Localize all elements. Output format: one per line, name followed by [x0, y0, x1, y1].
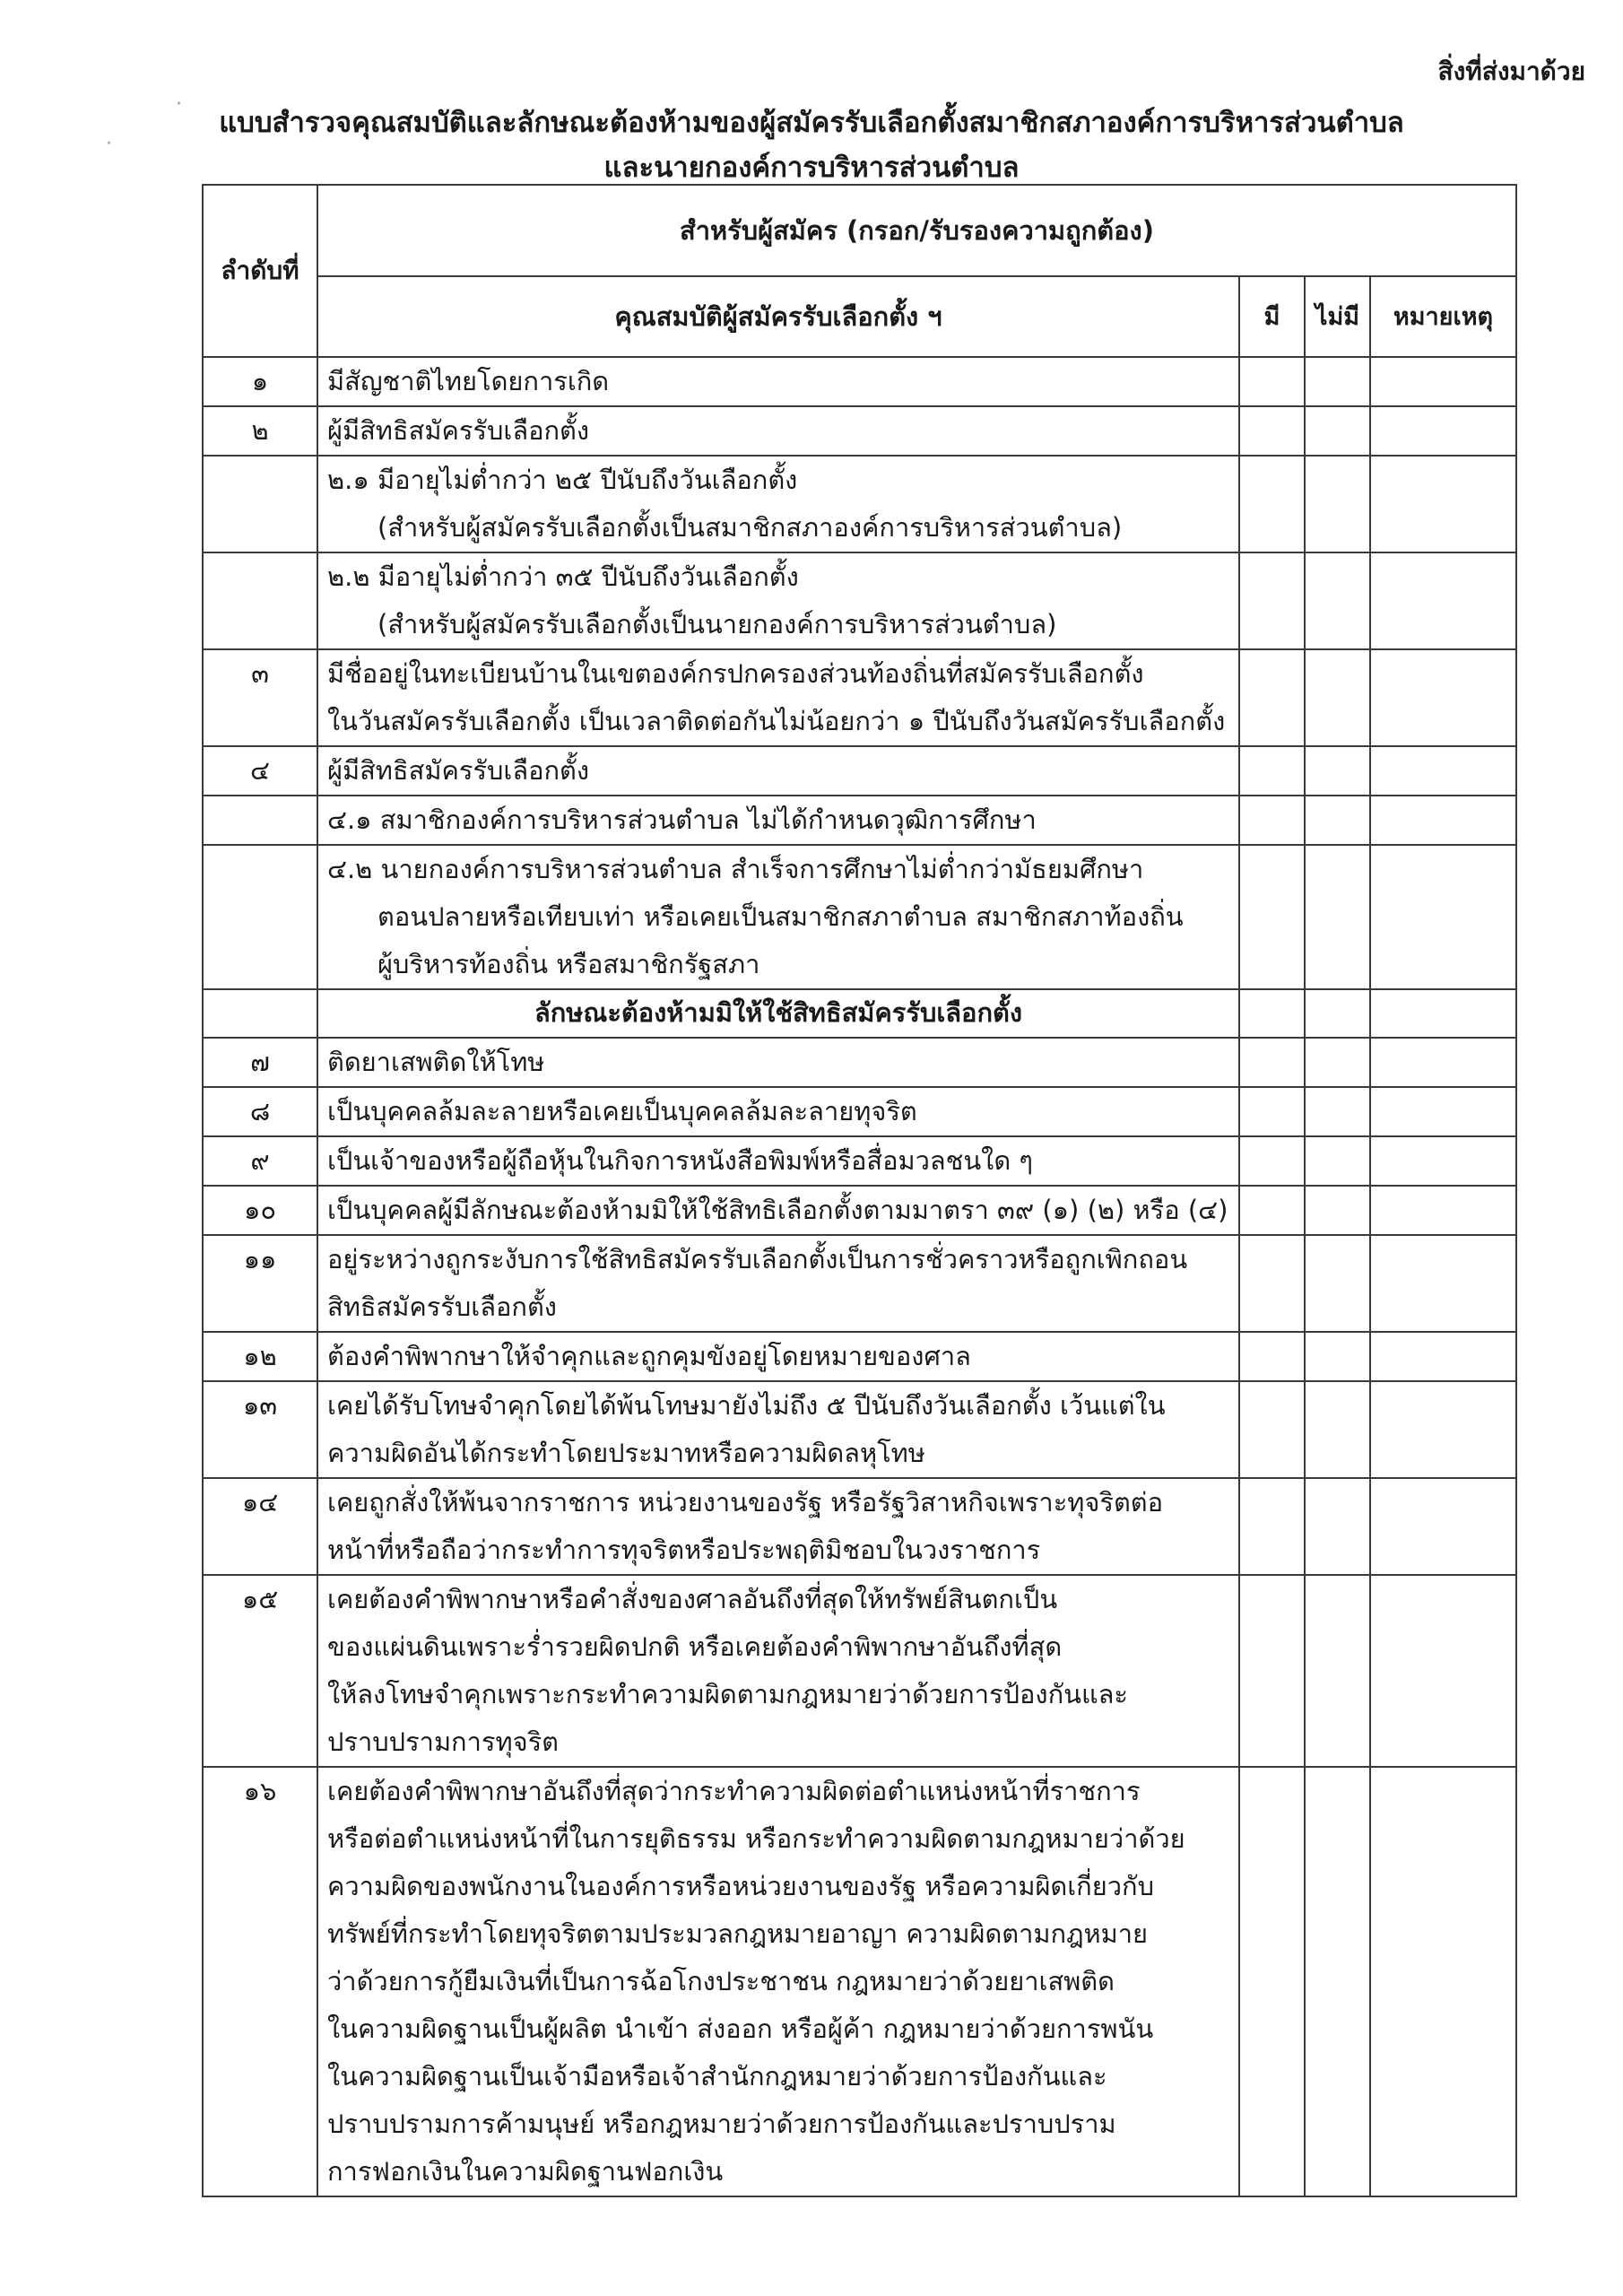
section-spacer	[203, 989, 317, 1038]
yes-cell[interactable]	[1239, 1575, 1305, 1767]
description-line: ความผิดอันได้กระทำโดยประมาทหรือความผิดลหุโทษ	[327, 1438, 925, 1468]
remark-cell[interactable]	[1370, 845, 1516, 989]
table-row	[203, 1136, 1516, 1186]
description-line: ต้องคำพิพากษาให้จำคุกและถูกคุมขังอยู่โดยหมายของศาล	[327, 1341, 971, 1371]
table-row	[203, 746, 1516, 796]
remark-cell[interactable]	[1370, 406, 1516, 456]
no-cell[interactable]	[1305, 456, 1370, 552]
description-line: สิทธิสมัครรับเลือกตั้ง	[327, 1292, 557, 1322]
row-number: ๑๐	[203, 1186, 317, 1235]
row-number	[203, 552, 317, 649]
scan-mark: ·	[176, 93, 182, 116]
remark-cell[interactable]	[1370, 1136, 1516, 1186]
table-row	[203, 1087, 1516, 1136]
remark-cell[interactable]	[1370, 1235, 1516, 1332]
row-number: ๑	[203, 357, 317, 406]
remark-cell[interactable]	[1370, 1478, 1516, 1575]
qualification-table	[202, 184, 1517, 2197]
remark-cell[interactable]	[1370, 1332, 1516, 1381]
table-row	[203, 1381, 1516, 1478]
description-line: ผู้บริหารท้องถิ่น หรือสมาชิกรัฐสภา	[378, 949, 760, 979]
no-cell[interactable]	[1305, 649, 1370, 746]
description-line: เป็นเจ้าของหรือผู้ถือหุ้นในกิจการหนังสือพิมพ์หรือสื่อมวลชนใด ๆ	[327, 1145, 1033, 1176]
description-line: (สำหรับผู้สมัครรับเลือกตั้งเป็นนายกองค์การบริหารส่วนตำบล)	[378, 609, 1057, 639]
row-number	[203, 845, 317, 989]
row-number: ๔	[203, 746, 317, 796]
description-line: เคยถูกสั่งให้พ้นจากราชการ หน่วยงานของรัฐ หรือรัฐวิสาหกิจเพราะทุจริตต่อ	[327, 1487, 1164, 1518]
header-qualification: คุณสมบัติผู้สมัครรับเลือกตั้ง ฯ	[317, 276, 1239, 357]
row-description	[317, 456, 1239, 552]
table-row	[203, 1038, 1516, 1087]
row-description	[317, 1575, 1239, 1767]
no-cell[interactable]	[1305, 1575, 1370, 1767]
row-description	[317, 1186, 1239, 1235]
no-cell[interactable]	[1305, 357, 1370, 406]
description-line: เคยได้รับโทษจำคุกโดยได้พ้นโทษมายังไม่ถึง ๕ ปีนับถึงวันเลือกตั้ง เว้นแต่ใน	[327, 1390, 1166, 1421]
description-line: ในความผิดฐานเป็นผู้ผลิต นำเข้า ส่งออก หรือผู้ค้า กฎหมายว่าด้วยการพนัน	[327, 2013, 1154, 2044]
yes-cell[interactable]	[1239, 357, 1305, 406]
yes-cell[interactable]	[1239, 649, 1305, 746]
description-line: ปราบปรามการค้ามนุษย์ หรือกฎหมายว่าด้วยการป้องกันและปราบปราม	[327, 2109, 1116, 2139]
row-number: ๘	[203, 1087, 317, 1136]
row-number: ๙	[203, 1136, 317, 1186]
yes-cell[interactable]	[1239, 1136, 1305, 1186]
table-row	[203, 1575, 1516, 1767]
no-cell[interactable]	[1305, 1767, 1370, 2196]
description-line: (สำหรับผู้สมัครรับเลือกตั้งเป็นสมาชิกสภาองค์การบริหารส่วนตำบล)	[378, 512, 1123, 543]
row-number: ๑๖	[203, 1767, 317, 2196]
row-description	[317, 845, 1239, 989]
qualification-rows	[203, 357, 1516, 989]
row-description	[317, 1381, 1239, 1478]
remark-cell[interactable]	[1370, 456, 1516, 552]
table-row	[203, 552, 1516, 649]
header-yes: มี	[1239, 276, 1305, 357]
description-line: ของแผ่นดินเพราะร่ำรวยผิดปกติ หรือเคยต้องคำพิพากษาอันถึงที่สุด	[327, 1631, 1063, 1662]
row-number: ๒	[203, 406, 317, 456]
table-row	[203, 649, 1516, 746]
header-applicant-group: สำหรับผู้สมัคร (กรอก/รับรองความถูกต้อง)	[317, 185, 1516, 276]
row-number	[203, 456, 317, 552]
description-line: ว่าด้วยการกู้ยืมเงินที่เป็นการฉ้อโกงประชาชน กฎหมายว่าด้วยยาเสพติด	[327, 1966, 1115, 1996]
no-cell[interactable]	[1305, 1087, 1370, 1136]
yes-cell[interactable]	[1239, 1478, 1305, 1575]
no-cell[interactable]	[1305, 796, 1370, 845]
yes-cell[interactable]	[1239, 456, 1305, 552]
remark-cell[interactable]	[1370, 796, 1516, 845]
row-number: ๑๓	[203, 1381, 317, 1478]
description-line: ตอนปลายหรือเทียบเท่า หรือเคยเป็นสมาชิกสภาตำบล สมาชิกสภาท้องถิ่น	[378, 901, 1184, 932]
remark-cell[interactable]	[1370, 649, 1516, 746]
header-no: ไม่มี	[1305, 276, 1370, 357]
no-cell[interactable]	[1305, 406, 1370, 456]
row-description	[317, 1087, 1239, 1136]
row-description	[317, 1478, 1239, 1575]
description-line: ๔.๑ สมาชิกองค์การบริหารส่วนตำบล ไม่ได้กำหนดวุฒิการศึกษา	[327, 804, 1037, 835]
yes-cell[interactable]	[1239, 406, 1305, 456]
yes-cell[interactable]	[1239, 552, 1305, 649]
remark-cell[interactable]	[1370, 1087, 1516, 1136]
remark-cell[interactable]	[1370, 989, 1516, 1038]
row-number: ๓	[203, 649, 317, 746]
description-line: หรือต่อตำแหน่งหน้าที่ในการยุติธรรม หรือกระทำความผิดตามกฎหมายว่าด้วย	[327, 1823, 1185, 1854]
no-cell[interactable]	[1305, 746, 1370, 796]
description-line: ความผิดของพนักงานในองค์การหรือหน่วยงานของรัฐ หรือความผิดเกี่ยวกับ	[327, 1871, 1154, 1901]
no-cell[interactable]	[1305, 1478, 1370, 1575]
row-number	[203, 796, 317, 845]
no-cell[interactable]	[1305, 1038, 1370, 1087]
scan-mark: ·	[106, 133, 112, 155]
table-row	[203, 357, 1516, 406]
description-line: ทรัพย์ที่กระทำโดยทุจริตตามประมวลกฎหมายอาญา ความผิดตามกฎหมาย	[327, 1918, 1149, 1949]
form-title-line: และนายกองค์การบริหารส่วนตำบล	[603, 152, 1020, 184]
row-number: ๑๑	[203, 1235, 317, 1332]
row-description	[317, 1767, 1239, 2196]
yes-cell[interactable]	[1239, 746, 1305, 796]
description-line: ให้ลงโทษจำคุกเพราะกระทำความผิดตามกฎหมายว่าด้วยการป้องกันและ	[327, 1679, 1129, 1709]
no-cell[interactable]	[1305, 989, 1370, 1038]
row-description	[317, 1235, 1239, 1332]
table-row	[203, 1478, 1516, 1575]
row-description	[317, 406, 1239, 456]
description-line: ในความผิดฐานเป็นเจ้ามือหรือเจ้าสำนักกฎหมายว่าด้วยการป้องกันและ	[327, 2061, 1107, 2092]
description-line: อยู่ระหว่างถูกระงับการใช้สิทธิสมัครรับเลือกตั้งเป็นการชั่วคราวหรือถูกเพิกถอน	[327, 1244, 1188, 1274]
description-line: มีชื่ออยู่ในทะเบียนบ้านในเขตองค์กรปกครองส่วนท้องถิ่นที่สมัครรับเลือกตั้ง	[327, 658, 1144, 689]
remark-cell[interactable]	[1370, 1186, 1516, 1235]
table-row	[203, 845, 1516, 989]
no-cell[interactable]	[1305, 1332, 1370, 1381]
no-cell[interactable]	[1305, 1136, 1370, 1186]
no-cell[interactable]	[1305, 1235, 1370, 1332]
prohibition-rows	[203, 1038, 1516, 2196]
yes-cell[interactable]	[1239, 989, 1305, 1038]
table-row	[203, 1767, 1516, 2196]
description-line: เคยต้องคำพิพากษาอันถึงที่สุดว่ากระทำความผิดต่อตำแหน่งหน้าที่ราชการ	[327, 1776, 1141, 1806]
form-title-line: แบบสำรวจคุณสมบัติและลักษณะต้องห้ามของผู้สมัครรับเลือกตั้งสมาชิกสภาองค์การบริหารส่วนตำบล	[219, 107, 1404, 139]
remark-cell[interactable]	[1370, 1038, 1516, 1087]
description-line: ในวันสมัครรับเลือกตั้ง เป็นเวลาติดต่อกันไม่น้อยกว่า ๑ ปีนับถึงวันสมัครรับเลือกตั้ง	[327, 706, 1226, 736]
description-line: เคยต้องคำพิพากษาหรือคำสั่งของศาลอันถึงที่สุดให้ทรัพย์สินตกเป็น	[327, 1584, 1058, 1614]
row-number: ๑๔	[203, 1478, 317, 1575]
row-description	[317, 1332, 1239, 1381]
remark-cell[interactable]	[1370, 1575, 1516, 1767]
description-line: ติดยาเสพติดให้โทษ	[327, 1047, 545, 1077]
description-line: เป็นบุคคลผู้มีลักษณะต้องห้ามมิให้ใช้สิทธิเลือกตั้งตามมาตรา ๓๙ (๑) (๒) หรือ (๔)	[327, 1195, 1228, 1225]
row-description	[317, 1136, 1239, 1186]
description-line: ๔.๒ นายกองค์การบริหารส่วนตำบล สำเร็จการศึกษาไม่ต่ำกว่ามัธยมศึกษา	[327, 854, 1144, 884]
description-line: ๒.๑ มีอายุไม่ต่ำกว่า ๒๕ ปีนับถึงวันเลือกตั้ง	[327, 465, 798, 495]
table-row	[203, 456, 1516, 552]
yes-cell[interactable]	[1239, 796, 1305, 845]
yes-cell[interactable]	[1239, 845, 1305, 989]
remark-cell[interactable]	[1370, 746, 1516, 796]
no-cell[interactable]	[1305, 1381, 1370, 1478]
row-number: ๑๒	[203, 1332, 317, 1381]
header-remark: หมายเหตุ	[1370, 276, 1516, 357]
table-row	[203, 1235, 1516, 1332]
description-line: ปราบปรามการทุจริต	[327, 1726, 559, 1757]
yes-cell[interactable]	[1239, 1381, 1305, 1478]
description-line: ผู้มีสิทธิสมัครรับเลือกตั้ง	[327, 415, 590, 446]
row-description	[317, 649, 1239, 746]
table-row	[203, 1332, 1516, 1381]
row-description	[317, 1038, 1239, 1087]
description-line: หน้าที่หรือถือว่ากระทำการทุจริตหรือประพฤติมิชอบในวงราชการ	[327, 1535, 1041, 1565]
yes-cell[interactable]	[1239, 1332, 1305, 1381]
yes-cell[interactable]	[1239, 1186, 1305, 1235]
remark-cell[interactable]	[1370, 1767, 1516, 2196]
table-row	[203, 796, 1516, 845]
description-line: ๒.๒ มีอายุไม่ต่ำกว่า ๓๕ ปีนับถึงวันเลือกตั้ง	[327, 561, 799, 592]
header-order: ลำดับที่	[203, 185, 317, 357]
remark-cell[interactable]	[1370, 552, 1516, 649]
prohibition-heading: ลักษณะต้องห้ามมิให้ใช้สิทธิสมัครรับเลือกตั้ง	[317, 989, 1239, 1038]
yes-cell[interactable]	[1239, 1038, 1305, 1087]
yes-cell[interactable]	[1239, 1235, 1305, 1332]
yes-cell[interactable]	[1239, 1767, 1305, 2196]
row-description	[317, 552, 1239, 649]
description-line: ผู้มีสิทธิสมัครรับเลือกตั้ง	[327, 755, 590, 786]
attachment-note: สิ่งที่ส่งมาด้วย	[1437, 57, 1585, 86]
no-cell[interactable]	[1305, 845, 1370, 989]
no-cell[interactable]	[1305, 552, 1370, 649]
yes-cell[interactable]	[1239, 1087, 1305, 1136]
remark-cell[interactable]	[1370, 1381, 1516, 1478]
form-title	[0, 100, 1623, 190]
description-line: การฟอกเงินในความผิดฐานฟอกเงิน	[327, 2156, 724, 2187]
table-row	[203, 406, 1516, 456]
row-description	[317, 796, 1239, 845]
row-description	[317, 357, 1239, 406]
description-line: มีสัญชาติไทยโดยการเกิด	[327, 366, 610, 396]
table-row	[203, 1186, 1516, 1235]
row-number: ๑๕	[203, 1575, 317, 1767]
no-cell[interactable]	[1305, 1186, 1370, 1235]
remark-cell[interactable]	[1370, 357, 1516, 406]
description-line: เป็นบุคคลล้มละลายหรือเคยเป็นบุคคลล้มละลายทุจริต	[327, 1096, 917, 1126]
row-description	[317, 746, 1239, 796]
row-number: ๗	[203, 1038, 317, 1087]
